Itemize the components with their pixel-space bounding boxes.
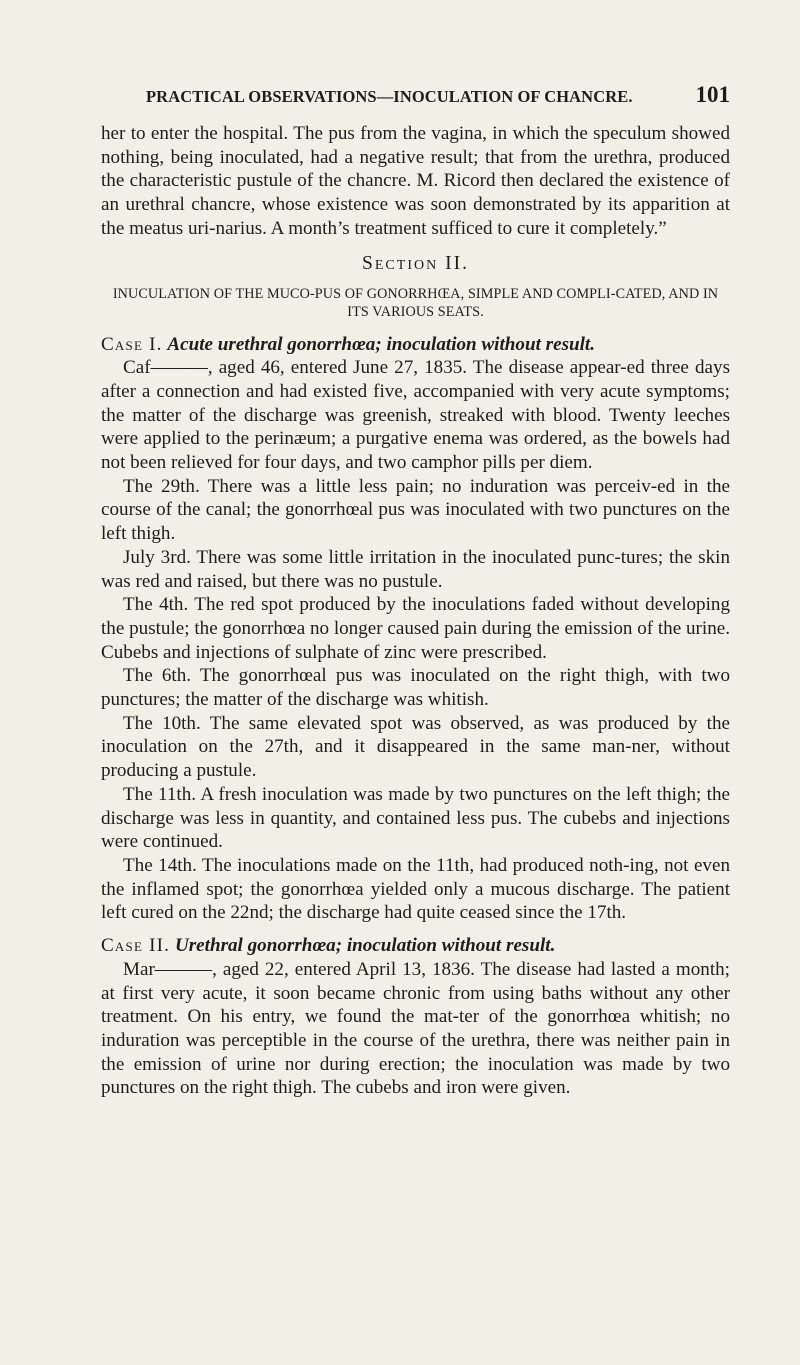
case-1-paragraph: The 10th. The same elevated spot was observed, as was produced by the inoculation on the 27th, and it disappeared in the same man-ner, without producing a pustule. xyxy=(101,712,730,782)
case-1-paragraph: The 4th. The red spot produced by the inoculations faded without developing the pustule; the gonorrhœa no longer caused pain during the emission of the urine. Cubebs and injections of sulphate of zinc were prescribed. xyxy=(101,594,730,663)
page-number: 101 xyxy=(695,82,730,107)
case-2-paragraph: Mar———, aged 22, entered April 13, 1836. The disease had lasted a month; at first very acute, it soon became chronic from using baths without any other treatment. On his entry, we found the mat-ter of the gonorrhœa whitish; no induration was perceptible in the course of the urethra, there was neither pain in the emission of urine nor during erection; the inoculation was made by two punctures on the right thigh. The cubebs and iron were given. xyxy=(101,958,730,1099)
case-1-paragraph: July 3rd. There was some little irritation in the inoculated punc-tures; the skin was red and raised, but there was no pustule. xyxy=(101,546,730,592)
case-1-paragraph: Caf———, aged 46, entered June 27, 1835. The disease appear-ed three days after a connection and had existed five, accompanied with very acute symptoms; the matter of the discharge was greenish, streaked with blood. Twenty leeches were applied to the perinæum; a purgative enema was ordered, as the bowels had not been relieved for four days, and two camphor pills per diem. xyxy=(101,357,730,474)
case-1-heading xyxy=(101,333,730,357)
case-2-heading xyxy=(101,934,730,958)
case-1-paragraph: The 14th. The inoculations made on the 11th, had produced noth-ing, not even the inflamed spot; the gonorrhœa yielded only a mucous discharge. The patient left cured on the 22nd; the discharge had quite ceased since the 17th. xyxy=(101,854,730,924)
running-header xyxy=(101,82,730,108)
case-1-title: Acute urethral gonorrhœa; inoculation without result. xyxy=(167,333,595,355)
running-title: PRACTICAL OBSERVATIONS—INOCULATION OF CHANCRE. xyxy=(146,87,633,106)
section-subtitle: INUCULATION OF THE MUCO-PUS OF GONORRHŒA, SIMPLE AND COMPLI-CATED, AND IN ITS VARIOUS SEATS. xyxy=(112,285,719,320)
section-heading: Section II. xyxy=(362,252,469,274)
case-1-label: Case I. xyxy=(101,333,163,355)
case-1-paragraph: The 11th. A fresh inoculation was made by two punctures on the left thigh; the discharge was less in quantity, and contained less pus. The cubebs and injections were continued. xyxy=(101,783,730,853)
case-1-paragraph: The 6th. The gonorrhœal pus was inoculated on the right thigh, with two punctures; the matter of the discharge was whitish. xyxy=(101,665,730,711)
case-1-paragraph: The 29th. There was a little less pain; no induration was perceiv-ed in the course of the canal; the gonorrhœal pus was inoculated with two punctures on the left thigh. xyxy=(101,475,730,545)
case-2-label: Case II. xyxy=(101,935,171,957)
case-2-title: Urethral gonorrhœa; inoculation without result. xyxy=(174,935,556,957)
intro-paragraph: her to enter the hospital. The pus from the vagina, in which the speculum showed nothing, being inoculated, had a negative result; that from the urethra, produced the characteristic pustule of the chancre. M. Ricord then declared the existence of an urethral chancre, whose existence was soon demonstrated by its apparition at the meatus uri-narius. A month’s treatment sufficed to cure it completely.” xyxy=(101,123,730,239)
